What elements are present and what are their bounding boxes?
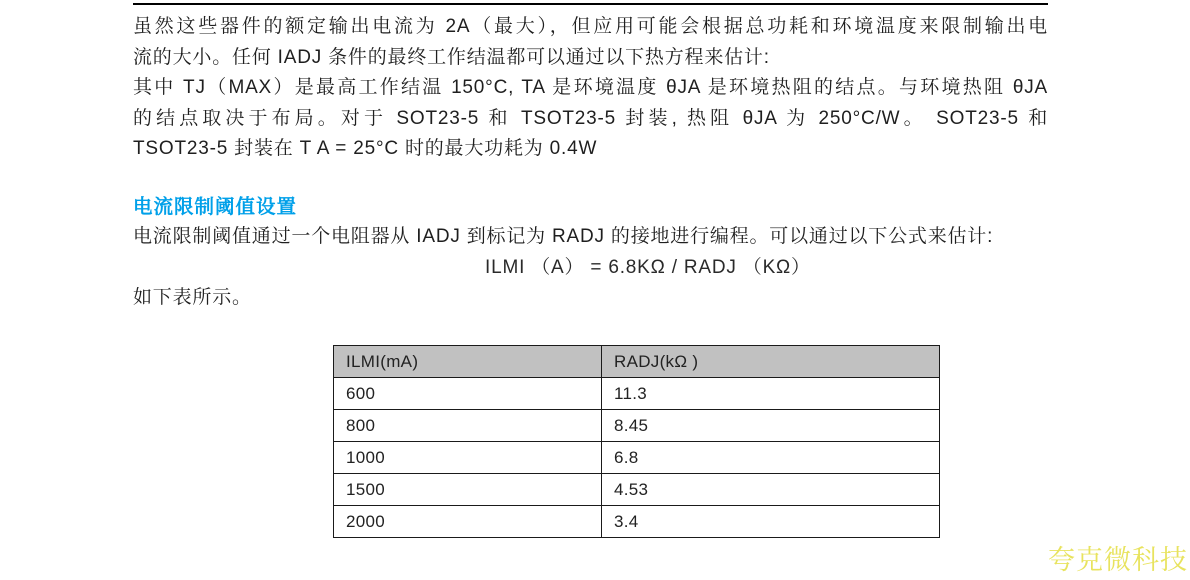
current-limit-table — [333, 345, 940, 538]
table-header-radj: RADJ(kΩ ) — [602, 346, 940, 378]
current-limit-formula: ILMI （A） = 6.8KΩ / RADJ （KΩ） — [485, 256, 811, 278]
section-heading: 电流限制阈值设置 — [133, 195, 298, 218]
table-header-row — [334, 346, 940, 378]
watermark-text: 夸克微科技 — [1048, 545, 1188, 575]
table-intro-line: 如下表所示。 — [133, 287, 252, 309]
table-row — [334, 378, 940, 410]
table-header-ilmi: ILMI(mA) — [334, 346, 602, 378]
paragraph-line: 的结点取决于布局。对于 SOT23-5 和 TSOT23-5 封装, 热阻 θJA 为 250°C/W。 SOT23-5 和 — [133, 107, 1048, 129]
table-body — [334, 378, 940, 538]
table-row — [334, 442, 940, 474]
paragraph-line: 其中 TJ（MAX）是最高工作结温 150°C, TA 是环境温度 θJA 是环境热阻的结点。与环境热阻 θJA — [133, 77, 1048, 99]
paragraph-line: 流的大小。任何 IADJ 条件的最终工作结温都可以通过以下热方程来估计: — [133, 46, 770, 68]
table-row — [334, 410, 940, 442]
paragraph-line: TSOT23-5 封装在 T A = 25°C 时的最大功耗为 0.4W — [133, 138, 598, 160]
table-cell-ilmi: 800 — [334, 410, 602, 442]
table-cell-ilmi: 600 — [334, 378, 602, 410]
table-cell-radj: 3.4 — [602, 506, 940, 538]
table-cell-ilmi: 1500 — [334, 474, 602, 506]
table-cell-radj: 8.45 — [602, 410, 940, 442]
table-cell-ilmi: 1000 — [334, 442, 602, 474]
table-header — [334, 346, 940, 378]
table-cell-ilmi: 2000 — [334, 506, 602, 538]
table-cell-radj: 11.3 — [602, 378, 940, 410]
document-body — [133, 12, 1048, 314]
table-cell-radj: 4.53 — [602, 474, 940, 506]
paragraph-line: 电流限制阈值通过一个电阻器从 IADJ 到标记为 RADJ 的接地进行编程。可以通过以下公式来估计: — [133, 225, 994, 247]
paragraph-line: 虽然这些器件的额定输出电流为 2A（最大），但应用可能会根据总功耗和环境温度来限制输出电 — [133, 16, 1048, 37]
top-rule-divider — [133, 3, 1048, 5]
table-row — [334, 474, 940, 506]
table-cell-radj: 6.8 — [602, 442, 940, 474]
table-row — [334, 506, 940, 538]
